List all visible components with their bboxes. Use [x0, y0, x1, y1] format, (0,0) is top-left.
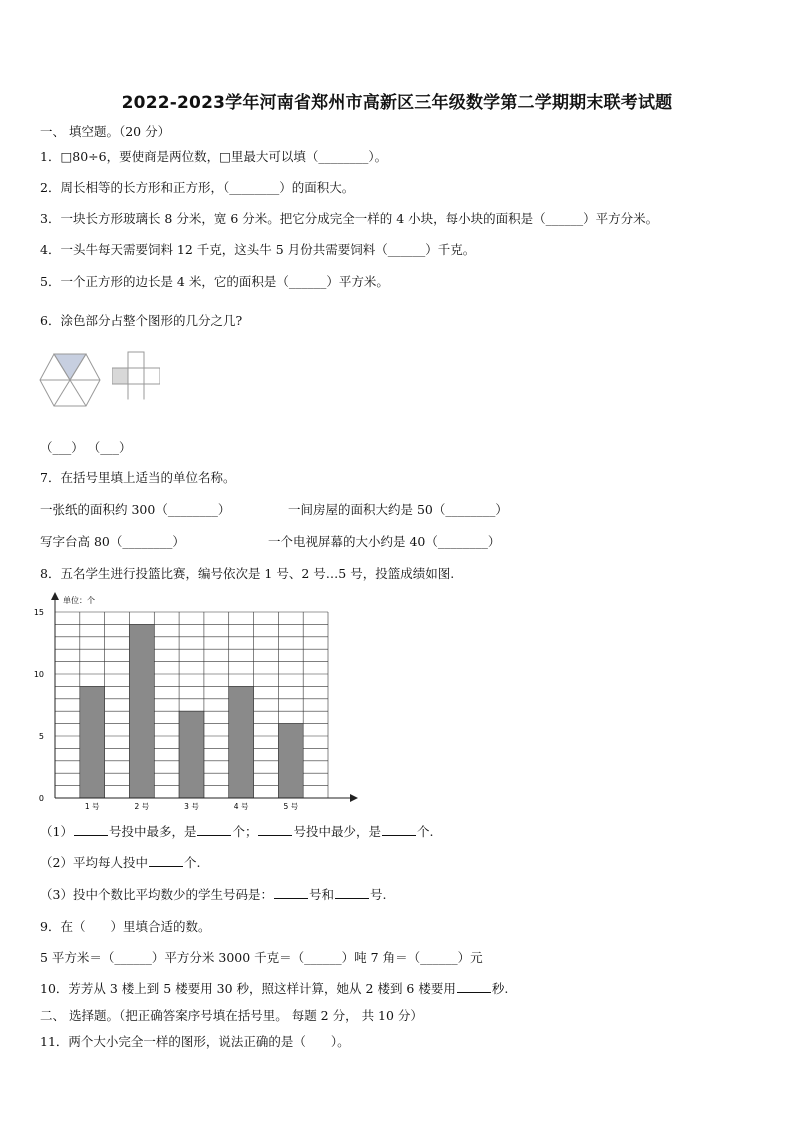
x-tick-label: 2 号 [134, 802, 150, 811]
q8-1-text-c: 号投中最少，是 [293, 824, 381, 839]
x-tick-label: 3 号 [184, 802, 199, 811]
q10-text-a: 10．芳芳从 3 楼上到 5 楼要用 30 秒，照这样计算，她从 2 楼到 6 楼要用 [40, 981, 456, 996]
bar-5 [278, 724, 303, 798]
q8-3-text-b: 号和 [308, 887, 334, 902]
question-8-1 [40, 822, 433, 840]
question-10 [40, 979, 508, 997]
question-7-a: 一张纸的面积约 300（________） [40, 502, 231, 517]
bar-4 [229, 686, 254, 798]
chart-y-ticks [34, 608, 44, 803]
question-3: 3．一块长方形玻璃长 8 分米，宽 6 分米。把它分成完全一样的 4 小块，每小块的面积是（______）平方分米。 [40, 211, 659, 226]
page-title: 2022-2023学年河南省郑州市高新区三年级数学第二学期期末联考试题 [121, 93, 673, 113]
answer-blank[interactable] [74, 825, 108, 836]
question-5: 5．一个正方形的边长是 4 米，它的面积是（______）平方米。 [40, 274, 389, 289]
y-tick-label: 0 [38, 794, 44, 803]
cross-net-figure [112, 350, 160, 410]
question-2: 2．周长相等的长方形和正方形，（________）的面积大。 [40, 180, 355, 195]
bar-chart [30, 592, 360, 812]
q8-2-text-b: 个. [183, 855, 201, 870]
question-7-c: 写字台高 80（________） [40, 534, 185, 549]
y-tick-label: 15 [33, 608, 44, 617]
question-6-answers: （___） （___） [40, 440, 132, 455]
section-multiple-choice: 二、 选择题。（把正确答案序号填在括号里。 每题 2 分， 共 10 分） [40, 1008, 423, 1023]
question-4: 4．一头牛每天需要饲料 12 千克，这头牛 5 月份共需要饲料（______）千克。 [40, 242, 476, 257]
x-axis-arrow [350, 794, 358, 802]
question-11: 11．两个大小完全一样的图形，说法正确的是（ ）。 [40, 1034, 350, 1049]
question-7-d: 一个电视屏幕的大小约是 40（________） [268, 534, 501, 549]
q8-3-text-c: 号. [369, 887, 387, 902]
bar-3 [179, 711, 204, 798]
y-axis-arrow [51, 592, 59, 600]
answer-blank[interactable] [258, 825, 292, 836]
answer-blank[interactable] [335, 888, 369, 899]
answer-blank[interactable] [149, 856, 183, 867]
question-8: 8．五名学生进行投篮比赛，编号依次是 1 号、2 号…5 号，投篮成绩如图. [40, 566, 455, 581]
bar-2 [129, 624, 154, 798]
question-6: 6．涂色部分占整个图形的几分之几? [40, 313, 243, 328]
q8-2-text-a: （2）平均每人投中 [40, 855, 148, 870]
question-1: 1．□80÷6，要使商是两位数，□里最大可以填（________）。 [40, 149, 388, 164]
q8-1-text-a: 号投中最多，是 [108, 824, 197, 839]
x-tick-label: 5 号 [283, 802, 299, 811]
q8-3-text-a: （3）投中个数比平均数少的学生号码是： [40, 887, 273, 902]
answer-blank[interactable] [274, 888, 308, 899]
chart-x-ticks [85, 801, 299, 811]
y-tick-label: 10 [33, 670, 44, 679]
q8-1-prefix: （1） [40, 824, 73, 839]
question-8-2 [40, 853, 200, 871]
question-7-b: 一间房屋的面积大约是 50（________） [288, 502, 508, 517]
x-tick-label: 1 号 [84, 802, 100, 811]
section-fill-blank: 一、 填空题。（20 分） [40, 124, 171, 139]
y-tick-label: 5 [38, 732, 44, 741]
question-9-line: 5 平方米＝（______）平方分米 3000 千克＝（______）吨 7 角＝（______）元 [40, 950, 483, 965]
answer-blank[interactable] [197, 825, 231, 836]
question-7: 7．在括号里填上适当的单位名称。 [40, 470, 236, 485]
q8-1-text-b: 个； [232, 824, 258, 839]
q10-text-b: 秒. [491, 981, 509, 996]
hexagon-figure [38, 352, 102, 408]
answer-blank[interactable] [382, 825, 416, 836]
answer-blank[interactable] [457, 982, 491, 993]
question-8-3 [40, 885, 386, 903]
question-9: 9．在（ ）里填合适的数。 [40, 919, 211, 934]
q8-1-text-d: 个. [417, 824, 434, 839]
chart-unit-label: 单位：个 [63, 596, 95, 605]
x-tick-label: 4 号 [233, 802, 249, 811]
bar-1 [80, 686, 105, 798]
